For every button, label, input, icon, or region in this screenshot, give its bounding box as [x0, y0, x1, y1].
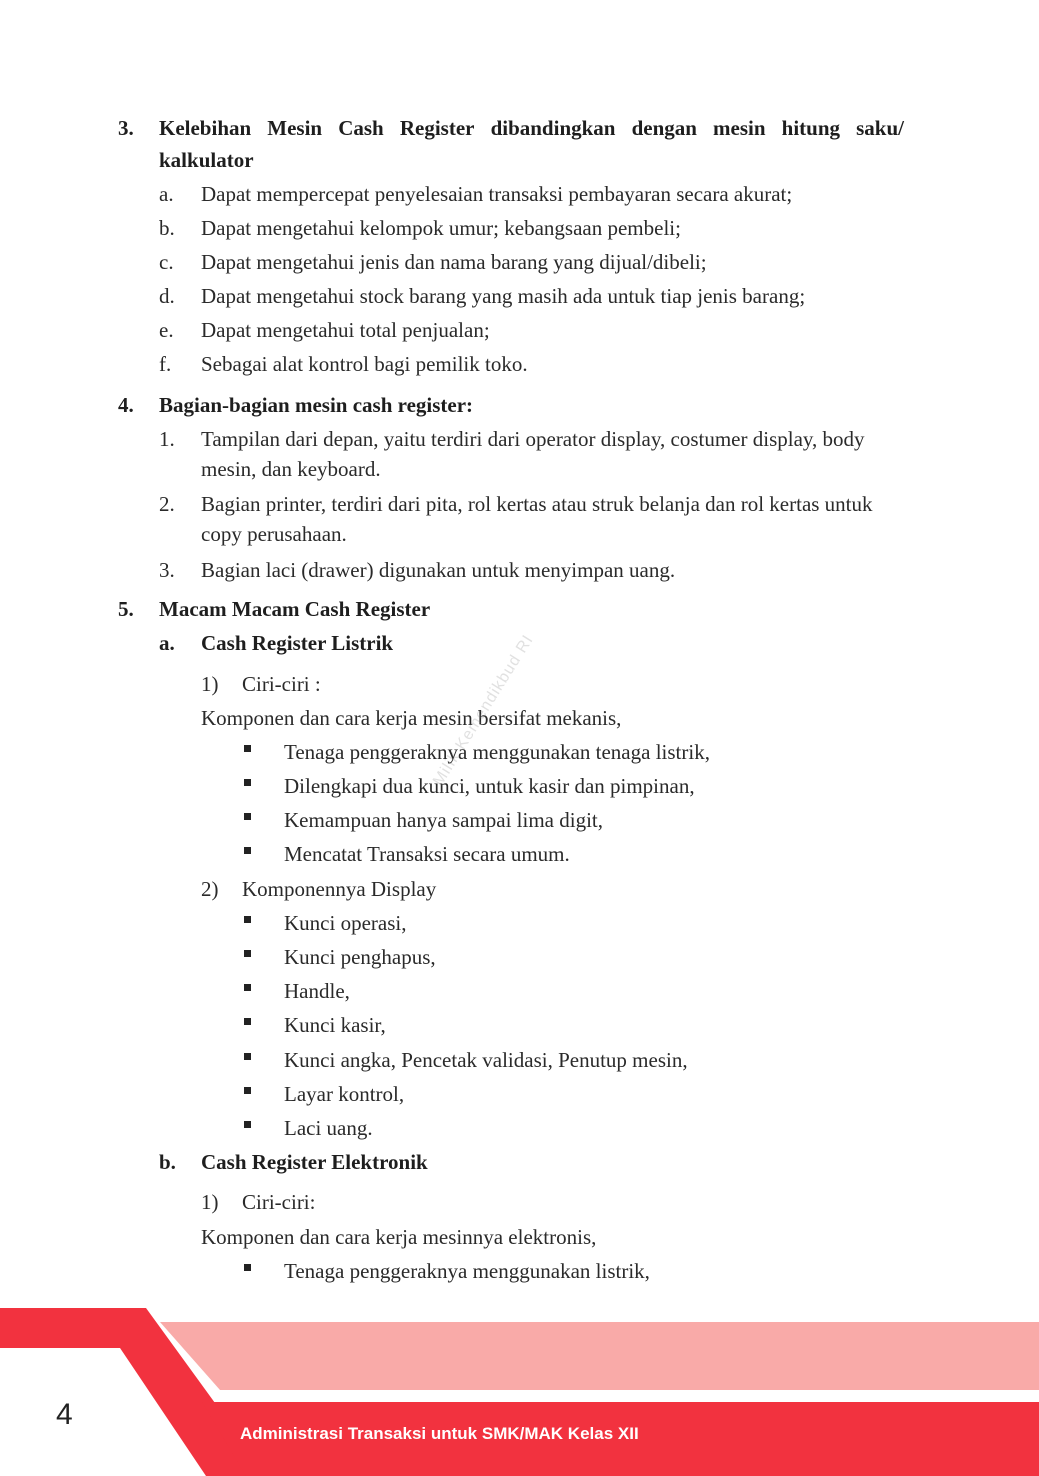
bullet-text: Layar kontrol,	[284, 1082, 405, 1106]
list-item-text: Tampilan dari depan, yaitu terdiri dari operator display, costumer display, body	[201, 427, 865, 451]
bullet-square-icon	[244, 1053, 251, 1060]
footer-pink-band	[160, 1322, 1039, 1390]
bullet-square-icon	[244, 1018, 251, 1025]
bullet-text: Kemampuan hanya sampai lima digit,	[284, 808, 603, 832]
list-item-text: Dapat mengetahui jenis dan nama barang yang dijual/dibeli;	[201, 250, 707, 274]
subsection-a-title: Cash Register Listrik	[201, 631, 394, 655]
title-word: saku/	[856, 116, 904, 140]
list-item-text: Dapat mempercepat penyelesaian transaksi pembayaran secara akurat;	[201, 182, 793, 206]
bullet-text: Laci uang.	[284, 1116, 373, 1140]
bullet-text: Kunci operasi,	[284, 911, 407, 935]
bullet-square-icon	[244, 1087, 251, 1094]
point-description: Komponen dan cara kerja mesin bersifat mekanis,	[201, 706, 622, 730]
bullet-square-icon	[244, 1264, 251, 1271]
section-3-number: 3.	[118, 116, 134, 140]
section-5-number: 5.	[118, 597, 134, 621]
list-item-text: Dapat mengetahui stock barang yang masih ada untuk tiap jenis barang;	[201, 284, 806, 308]
list-item-label: 3.	[159, 558, 175, 582]
list-item-text: Dapat mengetahui kelompok umur; kebangsaan pembeli;	[201, 216, 681, 240]
list-item-label: e.	[159, 318, 174, 342]
list-item-text-continued: mesin, dan keyboard.	[201, 457, 381, 481]
bullet-square-icon	[244, 745, 251, 752]
page-number: 4	[56, 1398, 73, 1431]
point-title: Ciri-ciri :	[242, 672, 321, 696]
subsection-a-label: a.	[159, 631, 175, 655]
list-item-label: 1.	[159, 427, 175, 451]
point-label: 1)	[201, 1190, 219, 1214]
section-4-number: 4.	[118, 393, 134, 417]
bullet-square-icon	[244, 813, 251, 820]
point-title: Komponennya Display	[242, 877, 437, 901]
watermark: Milik Kemendikbud RI	[430, 631, 538, 790]
list-item-label: a.	[159, 182, 174, 206]
list-item-label: d.	[159, 284, 175, 308]
title-word: Cash	[338, 116, 384, 140]
bullet-square-icon	[244, 847, 251, 854]
bullet-square-icon	[244, 950, 251, 957]
section-3-title-line2: kalkulator	[159, 148, 254, 172]
title-word: mesin	[713, 116, 766, 140]
bullet-square-icon	[244, 1121, 251, 1128]
list-item-label: c.	[159, 250, 174, 274]
list-item-label: b.	[159, 216, 175, 240]
point-title: Ciri-ciri:	[242, 1190, 316, 1214]
section-3-title-line1	[159, 116, 904, 140]
list-item-text: Bagian laci (drawer) digunakan untuk menyimpan uang.	[201, 558, 676, 582]
bullet-text: Handle,	[284, 979, 350, 1003]
title-word: Mesin	[267, 116, 323, 140]
bullet-square-icon	[244, 779, 251, 786]
point-description: Komponen dan cara kerja mesinnya elektronis,	[201, 1225, 597, 1249]
list-item-text: Bagian printer, terdiri dari pita, rol kertas atau struk belanja dan rol kertas untuk	[201, 492, 873, 516]
title-word: Kelebihan	[159, 116, 252, 140]
bullet-square-icon	[244, 984, 251, 991]
subsection-b-title: Cash Register Elektronik	[201, 1150, 428, 1174]
bullet-text: Kunci angka, Pencetak validasi, Penutup mesin,	[284, 1048, 688, 1072]
point-label: 1)	[201, 672, 219, 696]
subsection-b-label: b.	[159, 1150, 176, 1174]
list-item-label: f.	[159, 352, 172, 376]
bullet-text: Kunci kasir,	[284, 1013, 386, 1037]
list-item-text: Sebagai alat kontrol bagi pemilik toko.	[201, 352, 528, 376]
title-word: Register	[399, 116, 475, 140]
title-word: dengan	[631, 116, 697, 140]
title-word: hitung	[781, 116, 841, 140]
title-word: dibandingkan	[490, 116, 616, 140]
footer-book-title: Administrasi Transaksi untuk SMK/MAK Kelas XII	[240, 1424, 639, 1443]
bullet-text: Dilengkapi dua kunci, untuk kasir dan pimpinan,	[284, 774, 695, 798]
bullet-square-icon	[244, 916, 251, 923]
point-label: 2)	[201, 877, 219, 901]
list-item-text-continued: copy perusahaan.	[201, 522, 347, 546]
section-5-title: Macam Macam Cash Register	[159, 597, 431, 621]
bullet-text: Tenaga penggeraknya menggunakan tenaga listrik,	[284, 740, 710, 764]
footer-decoration	[0, 1300, 1039, 1476]
bullet-text: Mencatat Transaksi secara umum.	[284, 842, 570, 866]
section-4-title: Bagian-bagian mesin cash register:	[159, 393, 474, 417]
list-item-label: 2.	[159, 492, 175, 516]
bullet-text: Kunci penghapus,	[284, 945, 436, 969]
bullet-text: Tenaga penggeraknya menggunakan listrik,	[284, 1259, 650, 1283]
list-item-text: Dapat mengetahui total penjualan;	[201, 318, 490, 342]
